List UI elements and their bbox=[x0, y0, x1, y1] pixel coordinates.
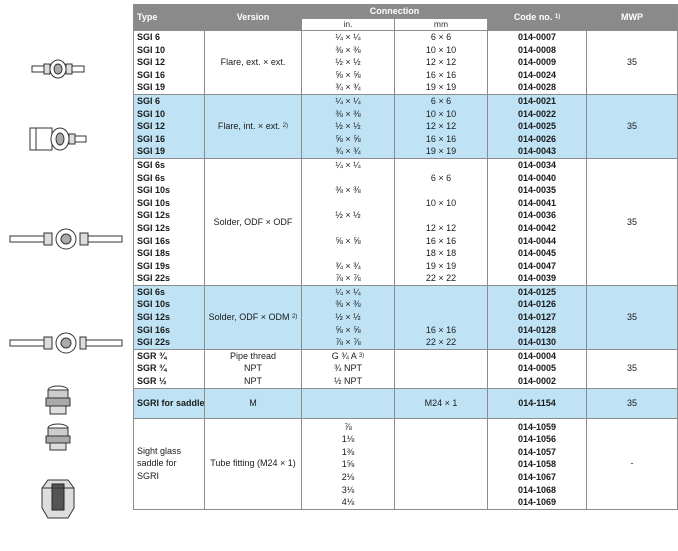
footnote-ref: 3) bbox=[358, 352, 365, 359]
mm-value: 19 × 19 bbox=[425, 82, 457, 93]
code-value: 014-0042 bbox=[517, 222, 557, 233]
type-cell: Sight glass saddle for SGRI bbox=[134, 418, 205, 509]
type-value: SGI 6 bbox=[137, 32, 161, 42]
sight-glass-table bbox=[133, 4, 678, 510]
code-value: 014-0035 bbox=[517, 185, 557, 196]
mm-value: 16 × 16 bbox=[425, 235, 457, 246]
in-value bbox=[305, 362, 391, 375]
in-value: ¾ × ¾ bbox=[335, 146, 361, 157]
mm-value: 6 × 6 bbox=[430, 32, 452, 42]
in-value: ¾ × ¾ bbox=[335, 82, 361, 93]
header-code-note: 1) bbox=[554, 14, 561, 21]
table-body bbox=[134, 31, 678, 510]
mwp-cell: 35 bbox=[587, 285, 678, 349]
code-value: 014-0022 bbox=[517, 108, 557, 119]
type-cell bbox=[134, 349, 205, 388]
mm-value: 10 × 10 bbox=[425, 108, 457, 119]
type-cell bbox=[134, 94, 205, 158]
mm-value: 12 × 12 bbox=[425, 57, 457, 68]
table-row bbox=[134, 285, 678, 349]
mm-value: 10 × 10 bbox=[425, 197, 457, 208]
in-value bbox=[305, 222, 391, 235]
code-value: 014-1069 bbox=[517, 497, 557, 508]
mm-value: 16 × 16 bbox=[425, 69, 457, 80]
mwp-cell: 35 bbox=[587, 94, 678, 158]
code-cell bbox=[488, 158, 587, 285]
mm-cell bbox=[395, 31, 488, 95]
mm-value bbox=[398, 298, 484, 311]
header-code bbox=[488, 5, 587, 31]
code-value: 014-1059 bbox=[517, 421, 557, 432]
mm-value: 19 × 19 bbox=[425, 260, 457, 271]
type-value: SGI 6s bbox=[137, 159, 166, 170]
code-value: 014-1058 bbox=[517, 459, 557, 470]
type-cell bbox=[134, 158, 205, 285]
in-value: 3⅛ bbox=[341, 484, 355, 495]
code-value: 014-0044 bbox=[517, 235, 557, 246]
version-cell bbox=[205, 349, 302, 388]
type-value: SGI 19 bbox=[137, 82, 166, 93]
type-value: SGI 16s bbox=[137, 324, 171, 335]
code-cell bbox=[488, 285, 587, 349]
code-value: 014-0007 bbox=[517, 32, 557, 42]
code-value: 014-0041 bbox=[517, 197, 557, 208]
code-value: 014-0026 bbox=[517, 133, 557, 144]
type-value: SGI 22s bbox=[137, 273, 171, 284]
mm-value bbox=[398, 286, 484, 299]
type-cell bbox=[134, 285, 205, 349]
in-value: 1⅝ bbox=[341, 459, 355, 470]
type-value: SGR ½ bbox=[137, 376, 167, 387]
mm-value: 16 × 16 bbox=[425, 324, 457, 335]
mm-cell bbox=[395, 349, 488, 388]
mm-value: 12 × 12 bbox=[425, 222, 457, 233]
version-value: Pipe thread bbox=[229, 350, 277, 361]
type-value: SGI 12s bbox=[137, 222, 171, 233]
in-value: ⅜ × ⅜ bbox=[335, 185, 361, 196]
type-value: SGI 12 bbox=[137, 57, 166, 68]
table-row bbox=[134, 158, 678, 285]
in-value: ¼ × ¼ bbox=[335, 32, 361, 42]
version-cell bbox=[205, 285, 302, 349]
type-value: SGI 10s bbox=[137, 299, 171, 310]
code-value: 014-0127 bbox=[517, 312, 557, 323]
version-cell: Tube fitting (M24 × 1) bbox=[205, 418, 302, 509]
type-value: SGI 12s bbox=[137, 312, 171, 323]
version-value: Flare, int. × ext. bbox=[217, 121, 281, 132]
code-value: 014-1068 bbox=[517, 484, 557, 495]
in-value: ⅜ × ⅜ bbox=[335, 299, 361, 310]
footnote-ref: 2) bbox=[282, 123, 289, 130]
in-value: ½ × ½ bbox=[335, 312, 361, 323]
in-cell bbox=[302, 418, 395, 509]
type-value: SGI 22s bbox=[137, 337, 171, 348]
version-cell bbox=[205, 94, 302, 158]
in-value: ⅞ bbox=[344, 421, 352, 432]
code-cell: 014-1154 bbox=[488, 388, 587, 418]
type-value: SGI 6 bbox=[137, 95, 161, 106]
sgr-icon bbox=[42, 384, 74, 416]
mwp-cell: 35 bbox=[587, 349, 678, 388]
type-value: SGI 19s bbox=[137, 260, 171, 271]
in-cell bbox=[302, 94, 395, 158]
mm-value: 12 × 12 bbox=[425, 121, 457, 132]
in-value bbox=[305, 375, 391, 388]
table-row bbox=[134, 388, 678, 418]
code-value: 014-0021 bbox=[517, 95, 557, 106]
code-cell bbox=[488, 94, 587, 158]
saddle-icon bbox=[40, 478, 76, 520]
code-value: 014-0008 bbox=[517, 44, 557, 55]
in-cell bbox=[302, 158, 395, 285]
version-cell: M bbox=[205, 388, 302, 418]
in-value: ½ × ½ bbox=[335, 121, 361, 132]
code-value: 014-0009 bbox=[517, 57, 557, 68]
in-value: 2⅛ bbox=[341, 472, 355, 482]
in-value bbox=[305, 350, 391, 363]
type-value: SGI 19 bbox=[137, 146, 166, 157]
mm-value: 10 × 10 bbox=[425, 44, 457, 55]
header-in: in. bbox=[302, 19, 395, 31]
mwp-cell: 35 bbox=[587, 158, 678, 285]
in-value: ¼ × ¼ bbox=[335, 159, 361, 170]
mm-value: 16 × 16 bbox=[425, 133, 457, 144]
code-value: 014-0126 bbox=[517, 299, 557, 310]
in-value bbox=[305, 172, 391, 185]
in-text: ½ NPT bbox=[333, 376, 362, 387]
in-value: ½ × ½ bbox=[335, 57, 361, 68]
mm-value bbox=[398, 209, 484, 222]
code-value: 014-1057 bbox=[517, 446, 557, 457]
version-value: Flare, ext. × ext. bbox=[220, 57, 286, 68]
mm-value: 18 × 18 bbox=[425, 248, 457, 259]
mwp-cell: - bbox=[587, 418, 678, 509]
version-cell bbox=[205, 31, 302, 95]
code-value: 014-0039 bbox=[517, 273, 557, 284]
code-value: 014-0045 bbox=[517, 248, 557, 259]
mm-value: 6 × 6 bbox=[430, 172, 452, 183]
type-value: SGI 6s bbox=[137, 286, 166, 297]
mm-value: 22 × 22 bbox=[425, 337, 457, 348]
version-value: NPT bbox=[244, 376, 262, 387]
code-value: 014-0025 bbox=[517, 121, 557, 132]
sight-glass-solder-odf-icon bbox=[8, 228, 126, 250]
code-value: 014-0130 bbox=[517, 337, 557, 348]
type-value: SGI 10 bbox=[137, 44, 166, 55]
code-value: 014-0002 bbox=[517, 376, 557, 387]
header-code-label: Code no. bbox=[513, 12, 553, 23]
mm-cell: M24 × 1 bbox=[395, 388, 488, 418]
in-value: ⅞ × ⅞ bbox=[335, 273, 361, 284]
type-value: SGI 12s bbox=[137, 210, 171, 221]
in-value: ¾ × ¾ bbox=[335, 260, 361, 271]
in-value: 4⅛ bbox=[341, 497, 355, 508]
type-value: SGI 12 bbox=[137, 121, 166, 132]
in-value: ¼ × ¼ bbox=[335, 95, 361, 106]
in-value: ⅜ × ⅜ bbox=[335, 108, 361, 119]
sgri-icon bbox=[42, 422, 74, 452]
version-value: Solder, ODF × ODF bbox=[213, 216, 293, 227]
code-value: 014-1056 bbox=[517, 434, 557, 445]
in-value: ⅜ × ⅜ bbox=[335, 44, 361, 55]
type-cell: SGRI for saddle bbox=[134, 388, 205, 418]
code-value: 014-0043 bbox=[517, 146, 557, 157]
in-value bbox=[305, 247, 391, 260]
type-value: SGR ¾ bbox=[137, 363, 167, 374]
version-value: NPT bbox=[244, 363, 262, 374]
header-mwp: MWP bbox=[587, 5, 678, 31]
code-value: 014-0005 bbox=[517, 363, 557, 374]
mm-value bbox=[398, 159, 484, 172]
table-row bbox=[134, 94, 678, 158]
type-value: SGI 16 bbox=[137, 133, 166, 144]
type-value: SGI 10 bbox=[137, 108, 166, 119]
version-cell bbox=[205, 158, 302, 285]
type-value: SGI 16 bbox=[137, 69, 166, 80]
mm-value bbox=[398, 184, 484, 197]
table-row bbox=[134, 349, 678, 388]
type-value: SGI 10s bbox=[137, 197, 171, 208]
mwp-cell: 35 bbox=[587, 31, 678, 95]
in-cell bbox=[302, 285, 395, 349]
code-value: 014-0034 bbox=[517, 159, 557, 170]
code-value: 014-0040 bbox=[517, 172, 557, 183]
in-value: 1⅛ bbox=[341, 434, 355, 445]
type-value: SGI 6s bbox=[137, 172, 166, 183]
code-value: 014-0047 bbox=[517, 260, 557, 271]
in-value: 1⅜ bbox=[341, 446, 355, 457]
in-value: ¼ × ¼ bbox=[335, 286, 361, 297]
code-value: 014-1067 bbox=[517, 472, 557, 482]
in-cell bbox=[302, 349, 395, 388]
mm-value: 6 × 6 bbox=[430, 95, 452, 106]
type-value: SGR ¾ bbox=[137, 350, 167, 361]
table-row bbox=[134, 418, 678, 509]
in-value: ⅝ × ⅝ bbox=[335, 69, 361, 80]
mm-cell bbox=[395, 285, 488, 349]
code-value: 014-0028 bbox=[517, 82, 557, 93]
mm-value bbox=[398, 311, 484, 324]
code-cell bbox=[488, 418, 587, 509]
mm-cell bbox=[395, 158, 488, 285]
footnote-ref: 2) bbox=[291, 314, 298, 321]
in-value: ⅝ × ⅝ bbox=[335, 235, 361, 246]
code-value: 014-0024 bbox=[517, 69, 557, 80]
header-connection: Connection bbox=[302, 5, 488, 19]
code-cell bbox=[488, 349, 587, 388]
sight-glass-solder-odm-icon bbox=[8, 332, 126, 354]
code-value: 014-0128 bbox=[517, 324, 557, 335]
sight-glass-flare-ext-icon bbox=[30, 58, 86, 80]
mm-value: 19 × 19 bbox=[425, 146, 457, 157]
code-value: 014-0036 bbox=[517, 210, 557, 221]
in-cell bbox=[302, 31, 395, 95]
sight-glass-flare-int-icon bbox=[28, 124, 88, 154]
in-text: ¾ NPT bbox=[333, 363, 362, 374]
in-value bbox=[305, 197, 391, 210]
header-mm: mm bbox=[395, 19, 488, 31]
in-value: ½ × ½ bbox=[335, 210, 361, 221]
in-value: ⅞ × ⅞ bbox=[335, 337, 361, 348]
header-version: Version bbox=[205, 5, 302, 31]
mm-cell bbox=[395, 418, 488, 509]
mm-cell bbox=[395, 94, 488, 158]
code-value: 014-0004 bbox=[517, 350, 557, 361]
header-type: Type bbox=[134, 5, 205, 31]
type-value: SGI 10s bbox=[137, 185, 171, 196]
type-cell bbox=[134, 31, 205, 95]
in-value: ⅝ × ⅝ bbox=[335, 133, 361, 144]
table-row bbox=[134, 31, 678, 95]
product-icons bbox=[0, 0, 132, 551]
mwp-cell: 35 bbox=[587, 388, 678, 418]
code-cell bbox=[488, 31, 587, 95]
in-cell bbox=[302, 388, 395, 418]
code-value: 014-0125 bbox=[517, 286, 557, 297]
type-value: SGI 16s bbox=[137, 235, 171, 246]
version-value: Solder, ODF × ODM bbox=[208, 312, 290, 323]
in-text: G ¾ A bbox=[331, 350, 357, 361]
mm-value: 22 × 22 bbox=[425, 273, 457, 284]
type-value: SGI 18s bbox=[137, 248, 171, 259]
in-value: ⅝ × ⅝ bbox=[335, 324, 361, 335]
